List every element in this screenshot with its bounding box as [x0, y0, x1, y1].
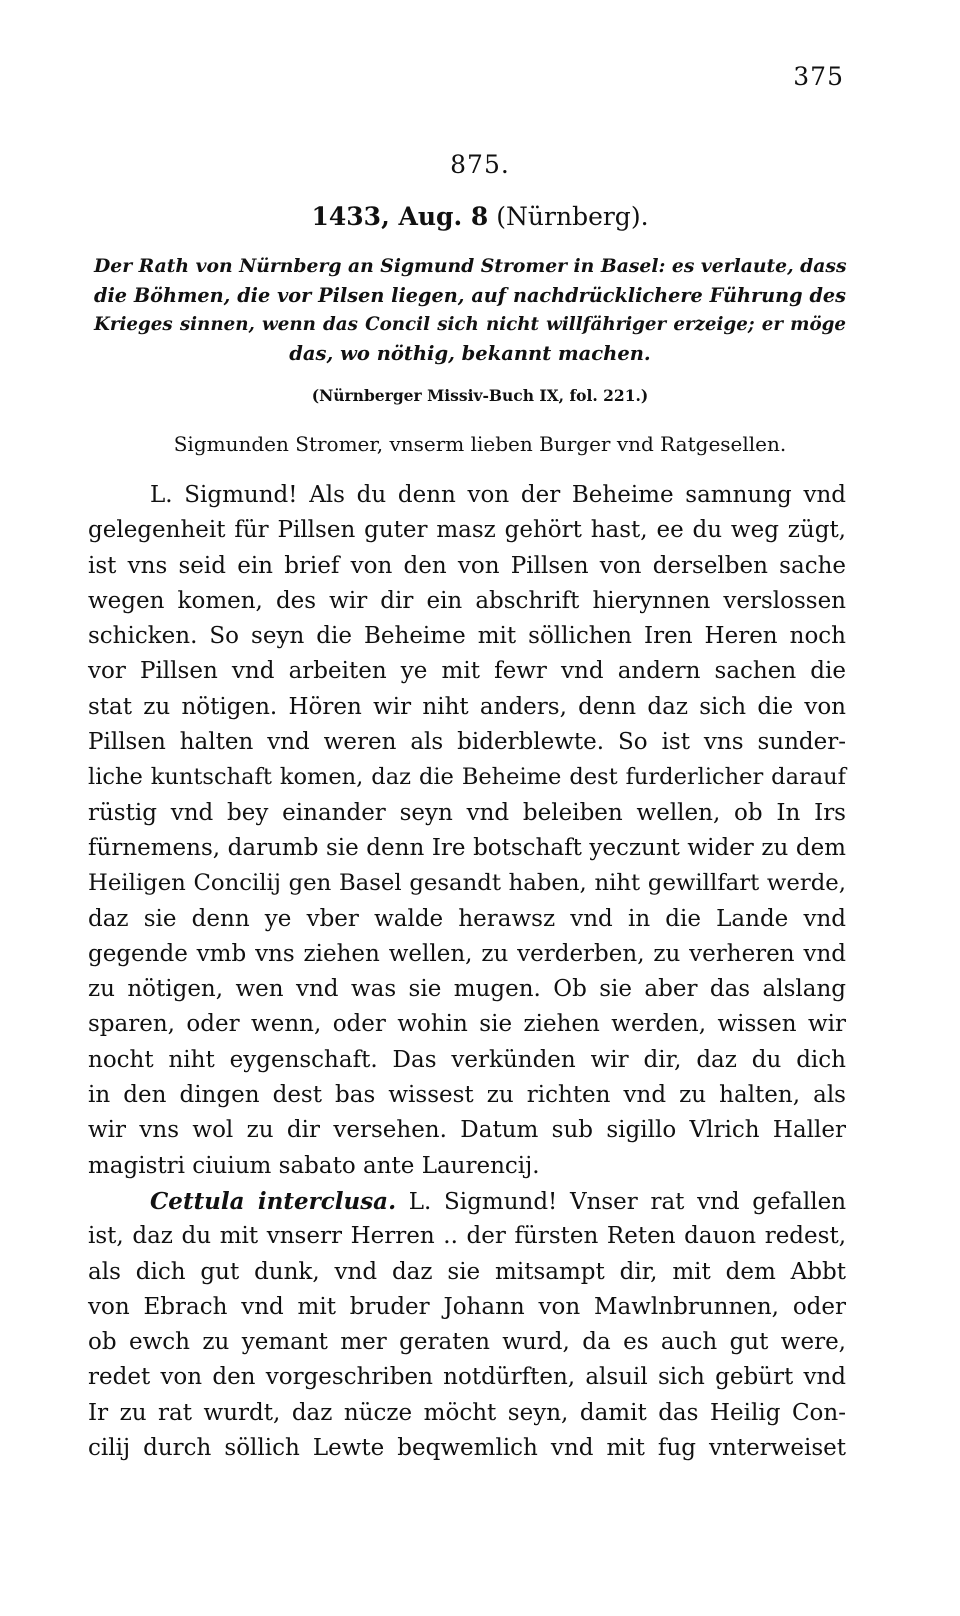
letter-line: vor Pillsen vnd arbeiten ye mit fewr vnd andern sachen die	[88, 658, 846, 685]
regest-summary	[94, 252, 846, 368]
letter-line: ist vns seid ein brief von den von Pillsen von derselben sache	[88, 552, 846, 579]
cedula-first-line-text: L. Sigmund! Vnser rat vnd gefallen	[408, 1188, 847, 1215]
letter-line: Heiligen Concilij gen Basel gesandt haben, niht gewillfart werde,	[88, 870, 846, 897]
letter-line: L. Sigmund! Als du denn von der Beheime samnung vnd	[150, 482, 846, 508]
date-heading	[0, 202, 960, 231]
cedula-line: von Ebrach vnd mit bruder Johann von Mawlnbrunnen, oder	[88, 1293, 846, 1320]
letter-line: gegende vmb vns ziehen wellen, zu verderben, zu verheren vnd	[88, 940, 846, 967]
page-number: 375	[793, 62, 844, 91]
cedula-line: ob ewch zu yemant mer geraten wurd, da es auch gut were,	[88, 1329, 846, 1356]
regest-line: Der Rath von Nürnberg an Sigmund Stromer in Basel: es verlaute, dass	[94, 255, 847, 277]
letter-line: nocht niht eygenschaft. Das verkünden wir dir, daz du dich	[88, 1046, 846, 1073]
regest-line: Krieges sinnen, wenn das Concil sich nicht willfähriger erzeige; er möge	[94, 314, 846, 335]
date-place: (Nürnberg).	[496, 202, 649, 231]
letter-line: rüstig vnd bey einander seyn vnd beleiben wellen, ob In Irs	[88, 799, 846, 826]
source-reference: (Nürnberger Missiv-Buch IX, fol. 221.)	[311, 386, 649, 405]
date-year-month-day: 1433, Aug. 8	[311, 202, 489, 231]
letter-line: liche kuntschaft komen, daz die Beheime dest furderlicher darauf	[88, 764, 846, 791]
regest-line: das, wo nöthig, bekannt machen.	[289, 342, 651, 365]
letter-line: daz sie denn ye vber walde herawsz vnd in die Lande vnd	[88, 905, 846, 932]
letter-address: Sigmunden Stromer, vnserm lieben Burger vnd Ratgesellen.	[173, 432, 787, 456]
cedula-label: Cettula interclusa.	[150, 1187, 397, 1215]
cedula-line: Ir zu rat wurdt, daz nücze möcht seyn, damit das Heilig Con-	[88, 1399, 846, 1426]
letter-line: sparen, oder wenn, oder wohin sie ziehen werden, wissen wir	[88, 1011, 846, 1038]
document-number: 875.	[450, 150, 510, 179]
letter-line: in den dingen dest bas wissest zu richten vnd zu halten, als	[88, 1082, 846, 1109]
letter-line: fürnemens, darumb sie denn Ire botschaft yeczunt wider zu dem	[88, 834, 846, 861]
regest-line: die Böhmen, die vor Pilsen liegen, auf nachdrücklichere Führung des	[94, 284, 846, 307]
letter-body	[88, 478, 846, 1466]
letter-line: wegen komen, des wir dir ein abschrift hierynnen verslossen	[88, 587, 846, 614]
letter-line: gelegenheit für Pillsen guter masz gehört hast, ee du weg zügt,	[88, 517, 846, 544]
letter-line: wir vns wol zu dir versehen. Datum sub sigillo Vlrich Haller	[88, 1117, 846, 1144]
cedula-line: ist, daz du mit vnserr Herren .. der fürsten Reten dauon redest,	[88, 1223, 846, 1250]
letter-line: stat zu nötigen. Hören wir niht anders, denn daz sich die von	[88, 693, 846, 720]
cedula-line: cilij durch söllich Lewte beqwemlich vnd mit fug vnterweiset	[88, 1435, 846, 1462]
letter-line: Pillsen halten vnd weren als biderblewte. So ist vns sunder-	[88, 729, 846, 756]
cedula-line: als dich gut dunk, vnd daz sie mitsampt dir, mit dem Abbt	[88, 1258, 846, 1285]
cedula-first-line	[88, 1184, 846, 1219]
letter-line: magistri ciuium sabato ante Laurencij.	[88, 1152, 540, 1179]
cedula-line: redet von den vorgeschriben notdürften, alsuil sich gebürt vnd	[88, 1364, 846, 1391]
letter-line: zu nötigen, wen vnd was sie mugen. Ob sie aber das alslang	[88, 976, 846, 1003]
letter-line: schicken. So seyn die Beheime mit söllichen Iren Heren noch	[88, 623, 846, 650]
